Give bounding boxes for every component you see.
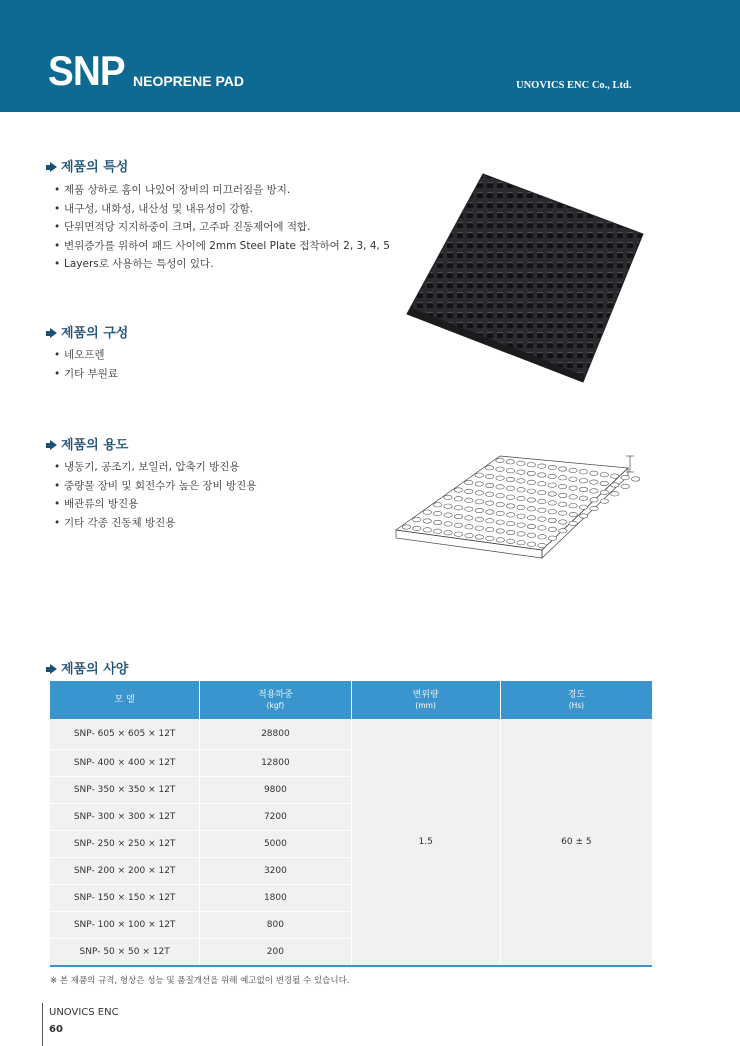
product-code: SNP bbox=[48, 47, 125, 94]
company-name: UNOVICS ENC Co., Ltd. bbox=[516, 80, 632, 91]
disclaimer-note: ※ 본 제품의 규격, 형상은 성능 및 품질개선을 위해 예고없이 변경될 수 있습니다. bbox=[50, 976, 350, 986]
cell-model: SNP- 300 × 300 × 12T bbox=[50, 803, 200, 830]
section-title-usage bbox=[46, 439, 128, 452]
spec-table bbox=[50, 681, 652, 967]
pad-cell bbox=[559, 529, 567, 533]
pad-cell bbox=[538, 490, 546, 494]
section-title-composition bbox=[46, 327, 128, 340]
usage-list bbox=[54, 458, 256, 532]
section-title-text: 제품의 구성 bbox=[61, 326, 129, 341]
composition-list bbox=[54, 346, 118, 383]
pad-cell bbox=[548, 510, 556, 514]
cell-model: SNP- 50 × 50 × 12T bbox=[50, 938, 200, 966]
pad-cell bbox=[506, 460, 514, 464]
pad-cell bbox=[600, 490, 608, 494]
header-unit: (kgf) bbox=[266, 701, 285, 710]
pad-cell bbox=[590, 471, 598, 475]
header-label: 적용하중 bbox=[258, 689, 293, 700]
pad-cell bbox=[621, 475, 629, 479]
header-model bbox=[50, 681, 200, 719]
features-list bbox=[54, 181, 390, 274]
pad-cell bbox=[454, 497, 462, 501]
pad-cell bbox=[506, 486, 514, 490]
list-item: • 변위증가를 위하여 패드 사이에 2mm Steel Plate 접착하여 2, 3, 4, 5 bbox=[54, 237, 390, 256]
pad-cell bbox=[507, 539, 515, 543]
section-title-text: 제품의 용도 bbox=[61, 438, 129, 453]
pad-cell bbox=[538, 473, 546, 477]
pad-cell bbox=[559, 493, 567, 497]
pad-cell bbox=[569, 512, 577, 516]
pad-cell bbox=[548, 527, 556, 531]
pad-cell bbox=[538, 464, 546, 468]
pad-cell bbox=[527, 524, 535, 528]
cell-hardness: 60 ± 5 bbox=[500, 719, 652, 966]
pad-cell bbox=[527, 480, 535, 484]
pad-cell bbox=[538, 508, 546, 512]
pad-cell bbox=[454, 514, 462, 518]
pad-cell bbox=[486, 510, 494, 514]
pad-cell bbox=[538, 535, 546, 539]
pad-cell bbox=[465, 525, 473, 529]
pad-cell bbox=[465, 516, 473, 520]
pad-cell bbox=[496, 494, 504, 498]
pad-cell bbox=[559, 511, 567, 515]
page-number: 60 bbox=[49, 1024, 63, 1035]
pad-cell bbox=[454, 532, 462, 536]
pad-cell bbox=[444, 504, 452, 508]
pad-cell bbox=[517, 479, 525, 483]
list-item: • 내구성, 내화성, 내산성 및 내유성이 강함. bbox=[54, 200, 390, 219]
cell-model: SNP- 400 × 400 × 12T bbox=[50, 749, 200, 776]
section-title-text: 제품의 특성 bbox=[61, 160, 129, 175]
pad-cell bbox=[454, 523, 462, 527]
table-header-row bbox=[50, 681, 652, 719]
list-item-continuation: • Layers로 사용하는 특성이 있다. bbox=[54, 255, 390, 274]
header-label: 변위량 bbox=[412, 689, 439, 700]
pad-cell bbox=[569, 521, 577, 525]
pad-cell bbox=[506, 504, 514, 508]
pad-cell bbox=[590, 498, 598, 502]
section-arrow-icon bbox=[46, 440, 57, 451]
pad-cell bbox=[569, 486, 577, 490]
section-arrow-icon bbox=[46, 162, 57, 173]
pad-cell bbox=[423, 519, 431, 523]
pad-cell bbox=[569, 468, 577, 472]
pad-cell bbox=[465, 480, 473, 484]
pad-cell bbox=[517, 496, 525, 500]
list-item: • 제품 상하로 홈이 나있어 장비의 미끄러짐을 방지. bbox=[54, 181, 390, 200]
pad-cell bbox=[506, 477, 514, 481]
cell-load: 28800 bbox=[200, 719, 351, 749]
pad-cell bbox=[465, 489, 473, 493]
pad-cell bbox=[579, 505, 587, 509]
header-label: 경도 bbox=[567, 689, 586, 700]
pad-cell bbox=[527, 498, 535, 502]
pad-cell bbox=[434, 529, 442, 533]
pad-cell bbox=[590, 489, 598, 493]
list-item: • 단위면적당 지지하중이 크며, 고주파 진동제어에 적합. bbox=[54, 218, 390, 237]
cell-load: 1800 bbox=[200, 884, 351, 911]
table-row bbox=[50, 719, 652, 749]
cell-model: SNP- 605 × 605 × 12T bbox=[50, 719, 200, 749]
pad-cell bbox=[486, 501, 494, 505]
cell-displacement: 1.5 bbox=[351, 719, 500, 966]
pad-cell bbox=[548, 483, 556, 487]
pad-cell bbox=[517, 541, 525, 545]
pad-cell bbox=[579, 514, 587, 518]
pad-cell bbox=[475, 517, 483, 521]
pad-cell bbox=[527, 489, 535, 493]
pad-cell bbox=[506, 495, 514, 499]
pad-cell bbox=[527, 533, 535, 537]
pad-cell bbox=[558, 476, 566, 480]
pad-cell bbox=[506, 521, 514, 525]
pad-cell bbox=[486, 527, 494, 531]
pad-cell bbox=[517, 470, 525, 474]
pad-cell bbox=[527, 516, 535, 520]
neoprene-pad-photo bbox=[405, 170, 645, 385]
pad-cell bbox=[569, 504, 577, 508]
pad-cell bbox=[611, 483, 619, 487]
pad-cell bbox=[465, 498, 473, 502]
pad-cell bbox=[559, 520, 567, 524]
pad-cell bbox=[590, 506, 598, 510]
header-unit: (mm) bbox=[415, 701, 436, 710]
list-item: • 기타 부원료 bbox=[54, 365, 118, 384]
pad-cell bbox=[558, 467, 566, 471]
pad-cell bbox=[496, 538, 504, 542]
pad-cell bbox=[579, 487, 587, 491]
pad-cell bbox=[434, 520, 442, 524]
pad-cell bbox=[507, 530, 515, 534]
pad-cell bbox=[569, 477, 577, 481]
pad-cell bbox=[548, 465, 556, 469]
pad-cell bbox=[496, 485, 504, 489]
pad-cell bbox=[413, 526, 421, 530]
pad-cell bbox=[527, 542, 535, 546]
section-title-features bbox=[46, 161, 128, 174]
pad-cell bbox=[465, 507, 473, 511]
pad-cell bbox=[496, 511, 504, 515]
cell-model: SNP- 200 × 200 × 12T bbox=[50, 857, 200, 884]
pad-cell bbox=[538, 499, 546, 503]
header-displacement bbox=[351, 681, 500, 719]
product-subtitle: NEOPRENE PAD bbox=[133, 73, 244, 89]
pad-cell bbox=[579, 496, 587, 500]
header-label: 모 델 bbox=[114, 694, 135, 705]
header-hardness bbox=[500, 681, 652, 719]
pad-cell bbox=[527, 507, 535, 511]
pad-cell bbox=[444, 513, 452, 517]
pad-cell bbox=[600, 473, 608, 477]
cell-model: SNP- 250 × 250 × 12T bbox=[50, 830, 200, 857]
pad-cell bbox=[486, 492, 494, 496]
pad-cell bbox=[444, 522, 452, 526]
pad-cell bbox=[548, 536, 556, 540]
pad-cell bbox=[485, 474, 493, 478]
cell-load: 800 bbox=[200, 911, 351, 938]
pad-cell bbox=[475, 491, 483, 495]
cell-model: SNP- 150 × 150 × 12T bbox=[50, 884, 200, 911]
pad-cell bbox=[538, 517, 546, 521]
pad-cell bbox=[600, 499, 608, 503]
pad-cell bbox=[433, 511, 441, 515]
pad-cell bbox=[475, 473, 483, 477]
pad-cell bbox=[506, 469, 514, 473]
pad-cell bbox=[621, 484, 629, 488]
cell-load: 9800 bbox=[200, 776, 351, 803]
pad-cell bbox=[548, 518, 556, 522]
pad-cell bbox=[506, 513, 514, 517]
footer-company: UNOVICS ENC bbox=[49, 1007, 119, 1018]
pad-cell bbox=[486, 483, 494, 487]
list-item: • 네오프렌 bbox=[54, 346, 118, 365]
pad-cell bbox=[444, 531, 452, 535]
pad-cell bbox=[579, 479, 587, 483]
pad-cell bbox=[517, 488, 525, 492]
pad-cell bbox=[402, 525, 410, 529]
pad-cell bbox=[496, 476, 504, 480]
pad-cell bbox=[517, 523, 525, 527]
cell-load: 12800 bbox=[200, 749, 351, 776]
pad-cell bbox=[496, 458, 504, 462]
section-title-text: 제품의 사양 bbox=[61, 662, 129, 677]
cell-load: 3200 bbox=[200, 857, 351, 884]
pad-cell bbox=[590, 480, 598, 484]
pad-cell bbox=[569, 495, 577, 499]
pad-cell bbox=[423, 528, 431, 532]
pad-cell bbox=[538, 526, 546, 530]
header-load bbox=[200, 681, 351, 719]
pad-cell bbox=[527, 471, 535, 475]
pad-cell bbox=[548, 492, 556, 496]
cell-load: 5000 bbox=[200, 830, 351, 857]
pad-cell bbox=[496, 467, 504, 471]
pad-cell bbox=[444, 495, 452, 499]
footer-divider bbox=[42, 1003, 43, 1046]
section-arrow-icon bbox=[46, 328, 57, 339]
section-arrow-icon bbox=[46, 664, 57, 675]
pad-cell bbox=[496, 502, 504, 506]
pad-cell bbox=[433, 503, 441, 507]
pad-cell bbox=[475, 500, 483, 504]
pad-cell bbox=[465, 533, 473, 537]
pad-cell bbox=[475, 535, 483, 539]
cell-load: 200 bbox=[200, 938, 351, 966]
list-item: • 기타 각종 진동체 방진용 bbox=[54, 514, 256, 533]
pad-cell bbox=[517, 505, 525, 509]
pad-cell bbox=[486, 536, 494, 540]
neoprene-pad-drawing bbox=[392, 452, 640, 564]
pad-cell bbox=[548, 474, 556, 478]
pad-cell bbox=[475, 526, 483, 530]
pad-cell bbox=[475, 508, 483, 512]
pad-cell bbox=[496, 529, 504, 533]
list-item: • 배관류의 방진용 bbox=[54, 495, 256, 514]
pad-cell bbox=[527, 463, 535, 467]
pad-cell bbox=[611, 474, 619, 478]
pad-cell bbox=[485, 466, 493, 470]
pad-cell bbox=[538, 482, 546, 486]
pad-cell bbox=[517, 461, 525, 465]
pad-cell bbox=[548, 501, 556, 505]
section-title-spec bbox=[46, 663, 128, 676]
pad-cell bbox=[496, 520, 504, 524]
pad-cell bbox=[413, 517, 421, 521]
list-item: • 중량물 장비 및 회전수가 높은 장비 방진용 bbox=[54, 477, 256, 496]
pad-cell bbox=[631, 477, 639, 481]
pad-cell bbox=[423, 510, 431, 514]
pad-cell bbox=[579, 470, 587, 474]
pad-cell bbox=[558, 484, 566, 488]
cell-model: SNP- 350 × 350 × 12T bbox=[50, 776, 200, 803]
pad-cell bbox=[517, 532, 525, 536]
pad-cell bbox=[611, 492, 619, 496]
cell-model: SNP- 100 × 100 × 12T bbox=[50, 911, 200, 938]
pad-cell bbox=[454, 488, 462, 492]
pad-cell bbox=[486, 519, 494, 523]
pad-cell bbox=[538, 543, 546, 547]
pad-cell bbox=[559, 502, 567, 506]
pad-cell bbox=[454, 506, 462, 510]
header-unit: (Hs) bbox=[568, 701, 585, 710]
list-item: • 냉동기, 공조기, 보일러, 압축기 방진용 bbox=[54, 458, 256, 477]
page-header bbox=[0, 0, 740, 112]
cell-load: 7200 bbox=[200, 803, 351, 830]
pad-cell bbox=[517, 514, 525, 518]
pad-cell bbox=[475, 482, 483, 486]
pad-cell bbox=[600, 481, 608, 485]
